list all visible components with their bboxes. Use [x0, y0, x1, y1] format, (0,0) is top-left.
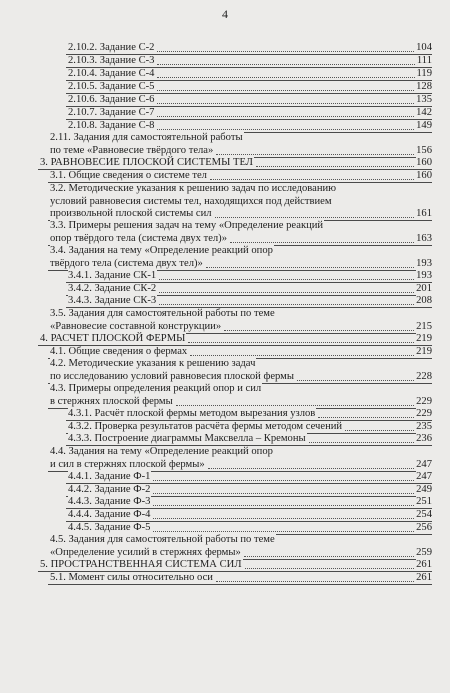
- toc-page-number: 160: [416, 157, 432, 168]
- toc-page-number: 119: [416, 68, 432, 79]
- toc-page-number: 259: [416, 546, 432, 558]
- toc-entry-title: 4.2. Методические указания к решению задач: [50, 358, 256, 369]
- toc-page-number: 247: [416, 458, 432, 470]
- toc-entry-title: твёрдого тела (система двух тел)»: [50, 257, 203, 269]
- dot-leader: [157, 104, 414, 117]
- dot-leader: [159, 267, 414, 280]
- dot-leader: [157, 65, 414, 78]
- dot-leader: [188, 330, 414, 343]
- toc-entry-title: 4.3.3. Построение диаграммы Максвелла – Кремоны: [68, 433, 306, 444]
- dot-leader: [157, 117, 414, 130]
- toc-entry-title: 4.3. Примеры определения реакций опор и сил: [50, 383, 262, 394]
- toc-entry-title: и сил в стержнях плоской фермы»: [50, 458, 205, 470]
- dot-leader: [216, 569, 414, 582]
- toc-entry-title: произвольной плоской системы сил: [50, 208, 212, 219]
- toc-entry-title: 4.5. Задания для самостоятельной работы по теме: [50, 534, 275, 545]
- toc-entry-title: условий равновесия системы тел, находящихся под действием: [50, 195, 332, 207]
- dot-leader: [309, 430, 414, 443]
- toc-entry-title: 2.10.3. Задание С-3: [68, 55, 155, 66]
- toc-page-number: 104: [416, 42, 432, 53]
- toc-page-number: 201: [416, 283, 432, 294]
- toc-page-number: 135: [416, 94, 432, 105]
- toc-entry-title: 3.5. Задания для самостоятельной работы по теме: [50, 308, 275, 319]
- toc-page-number: 163: [416, 232, 432, 244]
- toc-entry-title: 4.4.5. Задание Ф-5: [68, 522, 151, 533]
- dot-leader: [245, 556, 415, 569]
- toc-entry-title: по теме «Равновесие твёрдого тела»: [50, 144, 214, 156]
- dot-leader: [208, 456, 414, 469]
- toc-page-number: 249: [416, 484, 432, 495]
- toc-page-number: 193: [416, 270, 432, 281]
- dot-leader: [215, 205, 415, 218]
- toc-page-number: 236: [416, 433, 432, 444]
- toc-entry-title: 4.4.4. Задание Ф-4: [68, 509, 151, 520]
- toc-page-number: 149: [416, 120, 432, 131]
- dot-leader: [153, 468, 414, 481]
- toc-entry-title: 2.10.7. Задание С-7: [68, 107, 155, 118]
- toc-entry-title: 4.3.1. Расчёт плоской фермы методом вырезания узлов: [68, 408, 316, 419]
- toc-entry-title: в стержнях плоской фермы: [50, 395, 173, 407]
- toc-entry-title: 3.4.1. Задание СК-1: [68, 270, 157, 281]
- toc-page-number: 235: [416, 421, 432, 432]
- toc-entry-title: 2.10.6. Задание С-6: [68, 94, 155, 105]
- toc-page-number: 111: [416, 55, 432, 66]
- toc-page-number: 247: [416, 471, 432, 482]
- dot-leader: [230, 230, 414, 243]
- dot-leader: [157, 39, 414, 52]
- toc-entry-title: 4.3.2. Проверка результатов расчёта фермы методом сечений: [68, 421, 343, 432]
- dot-leader: [206, 255, 414, 268]
- dot-leader: [176, 393, 414, 406]
- page-number: 4: [222, 7, 228, 21]
- toc-entry-title: 2.10.2. Задание С-2: [68, 42, 155, 53]
- toc-page-number: 142: [416, 107, 432, 118]
- dot-leader: [256, 154, 414, 167]
- toc-entry-title: «Равновесие составной конструкции»: [50, 320, 222, 332]
- toc-entry-title: 4. РАСЧЕТ ПЛОСКОЙ ФЕРМЫ: [40, 333, 186, 344]
- toc-page-number: 251: [416, 496, 432, 507]
- toc-entry-title: 4.4. Задания на тему «Определение реакций опор: [50, 446, 273, 457]
- toc-entry-title: 2.10.8. Задание С-8: [68, 120, 155, 131]
- toc-entry-title: 2.10.4. Задание С-4: [68, 68, 155, 79]
- toc-page-number: 156: [416, 144, 432, 156]
- row-divider: [48, 584, 432, 585]
- toc-entry-title: 3.4.2. Задание СК-2: [68, 283, 157, 294]
- toc-entry-title: 3.4. Задания на тему «Определение реакций опор: [50, 245, 273, 256]
- dot-leader: [153, 506, 414, 519]
- dot-leader: [159, 292, 414, 305]
- toc-entry-title: по исследованию условий равновесия плоской фермы: [50, 370, 294, 382]
- toc-page-number: 261: [416, 572, 432, 583]
- toc-entry-title: 4.1. Общие сведения о фермах: [50, 346, 188, 357]
- dot-leader: [224, 318, 414, 331]
- toc-page-number: 161: [416, 208, 432, 219]
- toc-page-number: 208: [416, 295, 432, 306]
- toc-entry-title: 3.2. Методические указания к решению задач по исследованию: [50, 183, 337, 194]
- toc-entry-title: 4.4.2. Задание Ф-2: [68, 484, 151, 495]
- toc-entry-title: 3. РАВНОВЕСИЕ ПЛОСКОЙ СИСТЕМЫ ТЕЛ: [40, 157, 253, 168]
- toc-page-number: 228: [416, 370, 432, 382]
- toc-entry-title: 3.4.3. Задание СК-3: [68, 295, 157, 306]
- dot-leader: [157, 91, 414, 104]
- toc-entry-title: 2.10.5. Задание С-5: [68, 81, 155, 92]
- dot-leader: [210, 167, 414, 180]
- toc-entry-title: опор твёрдого тела (система двух тел)»: [50, 232, 228, 244]
- toc-entry-title: «Определение усилий в стержнях фермы»: [50, 546, 241, 558]
- toc-page-number: 229: [416, 395, 432, 407]
- toc-page-number: 229: [416, 408, 432, 419]
- dot-leader: [153, 493, 414, 506]
- dot-leader: [190, 343, 414, 356]
- toc-entry-title: 4.4.1. Задание Ф-1: [68, 471, 151, 482]
- toc-entry-title: 5.1. Момент силы относительно оси: [50, 572, 213, 583]
- toc-entry-title: 4.4.3. Задание Ф-3: [68, 496, 151, 507]
- toc-page-number: 160: [416, 170, 432, 181]
- toc-entry-title: 3.3. Примеры решения задач на тему «Определение реакций: [50, 220, 324, 231]
- dot-leader: [157, 52, 414, 65]
- dot-leader: [157, 78, 414, 91]
- toc-page-number: 219: [416, 346, 432, 357]
- toc-page-number: 193: [416, 257, 432, 269]
- toc-page-number: 261: [416, 559, 432, 570]
- toc-page-number: 254: [416, 509, 432, 520]
- toc-page-number: 215: [416, 320, 432, 332]
- dot-leader: [216, 142, 414, 155]
- toc-entry-title: 3.1. Общие сведения о системе тел: [50, 170, 207, 181]
- dot-leader: [244, 544, 414, 557]
- toc-page-number: 256: [416, 522, 432, 533]
- toc-entry-title: 2.11. Задания для самостоятельной работы: [50, 132, 243, 143]
- toc-entry-title: 5. ПРОСТРАНСТВЕННАЯ СИСТЕМА СИЛ: [40, 559, 242, 570]
- dot-leader: [297, 368, 414, 381]
- toc-page-number: 128: [416, 81, 432, 92]
- dot-leader: [318, 405, 414, 418]
- toc-page-number: 219: [416, 333, 432, 344]
- dot-leader: [153, 519, 414, 532]
